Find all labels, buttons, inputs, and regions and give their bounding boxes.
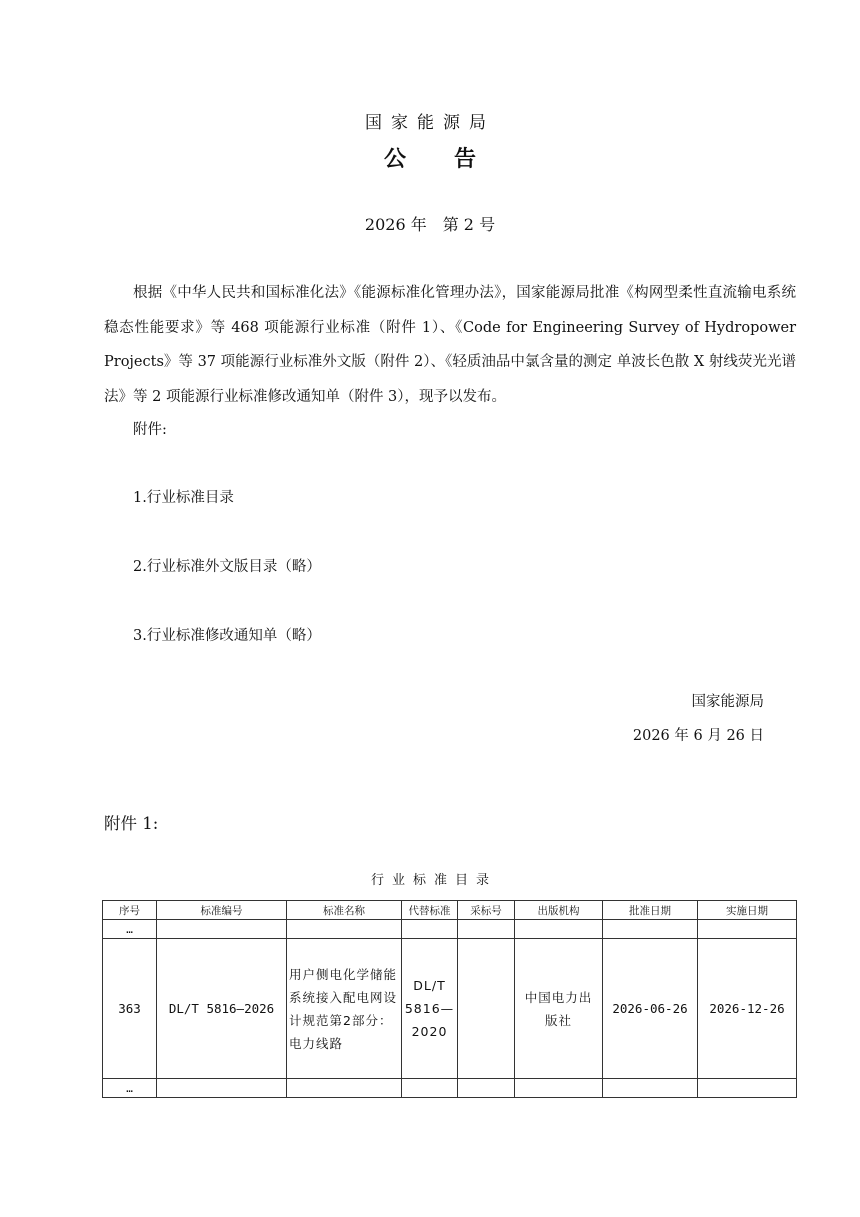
signature-date: 2026 年 6 月 26 日 xyxy=(632,728,764,744)
issuing-agency: 国家能源局 xyxy=(365,113,495,133)
col-header-adopted: 采标号 xyxy=(458,901,515,920)
cell-code: DL/T 5816—2026 xyxy=(157,939,287,1079)
col-header-name: 标准名称 xyxy=(287,901,402,920)
cell-publisher: 中国电力出版社 xyxy=(515,939,603,1079)
announcement-body: 根据《中华人民共和国标准化法》《能源标准化管理办法》，国家能源局批准《构网型柔性直流输电系统稳态性能要求》等 468 项能源行业标准（附件 1）、《Code for Engineering Survey of Hydropower Projects》等 37 项能源行业标准外文版（附件 2）、《轻质油品中氯含量的测定 单波长色散 X 射线荧光光谱法》等 2 项能源行业标准修改通知单（附件 3），现予以发布。 xyxy=(104,285,796,405)
table-row xyxy=(103,1079,797,1098)
col-header-effective-date: 实施日期 xyxy=(698,901,797,920)
attachments-label: 附件: xyxy=(133,422,167,438)
table-title: 行业标准目录 xyxy=(370,873,497,888)
attachment-item-2: 2.行业标准外文版目录（略） xyxy=(133,559,321,575)
cell-replaced-line: 2020 xyxy=(411,1024,448,1039)
attachment-item-1: 1.行业标准目录 xyxy=(133,490,234,506)
col-header-code: 标准编号 xyxy=(157,901,287,920)
signature-org: 国家能源局 xyxy=(691,694,764,710)
ellipsis-cell: … xyxy=(103,1079,157,1098)
cell-replaced-line: DL/T xyxy=(413,978,446,993)
table-row xyxy=(103,939,797,1079)
annex-label: 附件 1: xyxy=(104,814,159,833)
table-row xyxy=(103,920,797,939)
col-header-seq: 序号 xyxy=(103,901,157,920)
issue-number: 2026 年 第 2 号 xyxy=(364,215,496,234)
col-header-approval-date: 批准日期 xyxy=(603,901,698,920)
cell-replaced xyxy=(402,939,458,1079)
col-header-publisher: 出版机构 xyxy=(515,901,603,920)
cell-adopted xyxy=(458,939,515,1079)
document-title: 公告 xyxy=(383,147,524,172)
cell-replaced-line: 5816— xyxy=(404,1001,455,1016)
cell-effective-date: 2026-12-26 xyxy=(698,939,797,1079)
cell-seq: 363 xyxy=(103,939,157,1079)
cell-approval-date: 2026-06-26 xyxy=(603,939,698,1079)
standards-table xyxy=(102,900,797,1098)
cell-name: 用户侧电化学储能系统接入配电网设计规范第2部分：电力线路 xyxy=(287,939,402,1079)
attachment-item-3: 3.行业标准修改通知单（略） xyxy=(133,628,321,644)
ellipsis-cell: … xyxy=(103,920,157,939)
table-header-row xyxy=(103,901,797,920)
col-header-replaced: 代替标准 xyxy=(402,901,458,920)
